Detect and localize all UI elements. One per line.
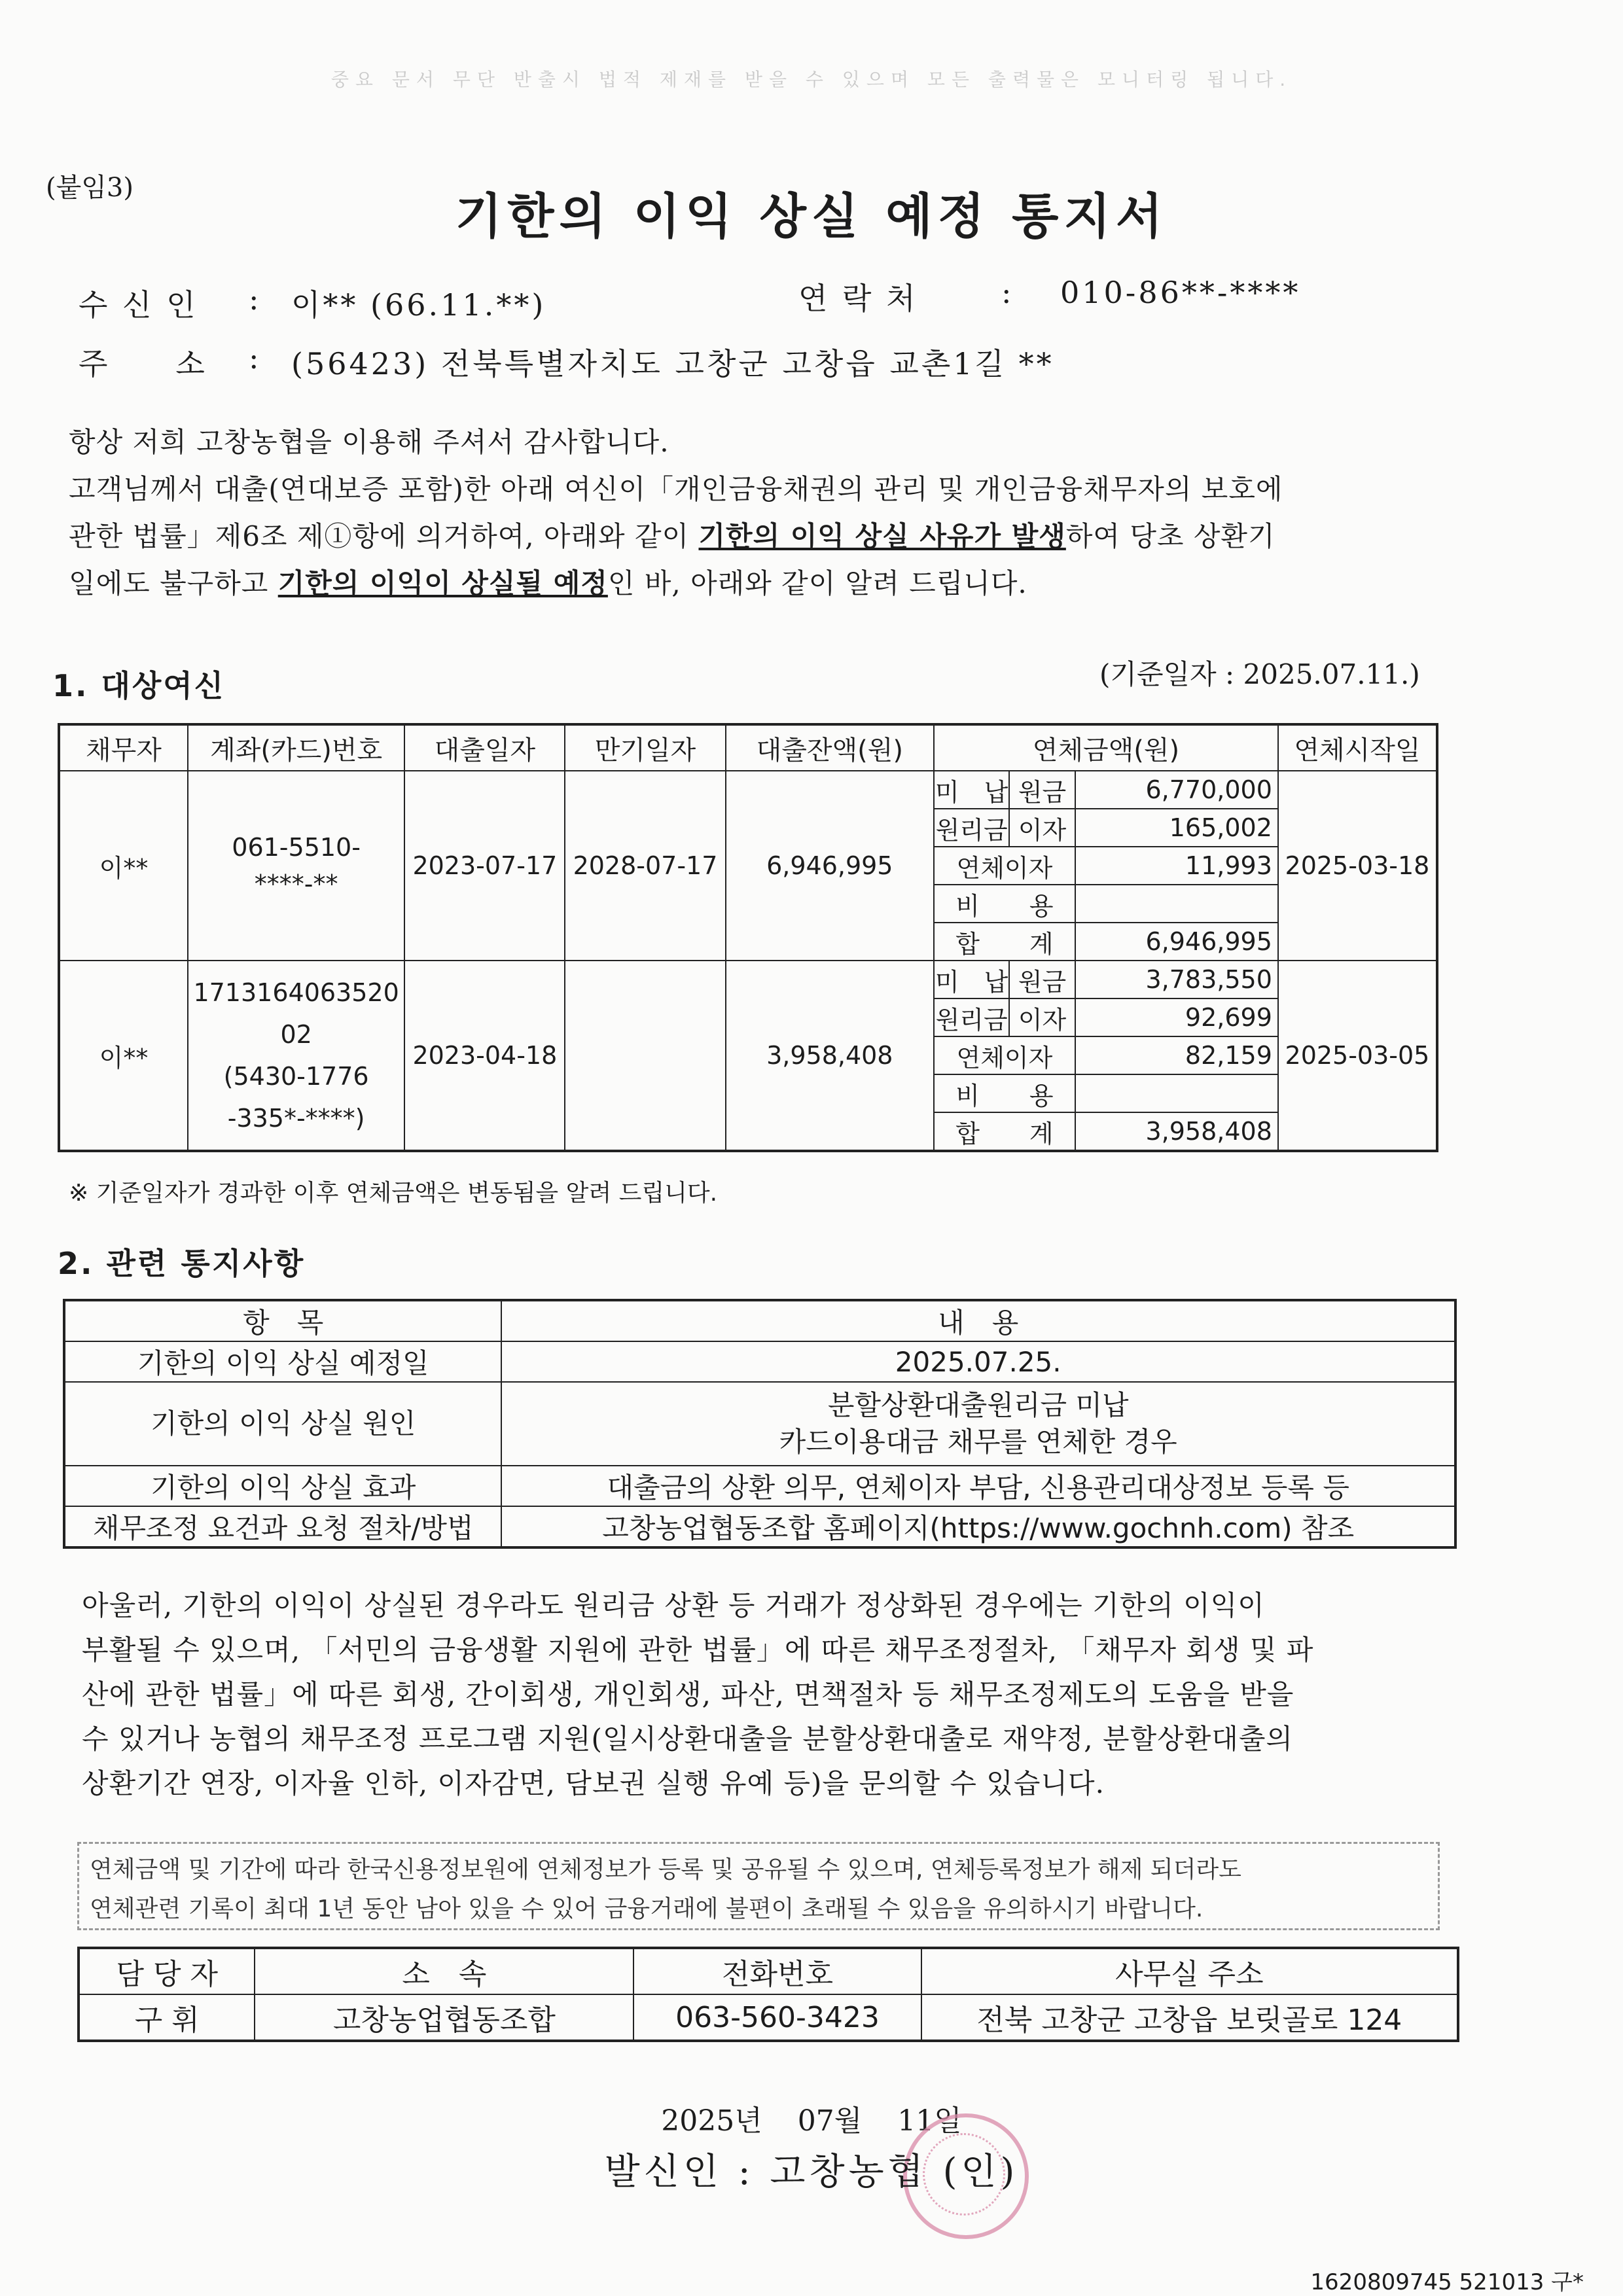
table-row — [59, 961, 1437, 998]
section1-title: 1. 대상여신 — [52, 668, 226, 703]
notice-content: 2025.07.25. — [501, 1341, 1455, 1382]
notice-item: 기한의 이익 상실 예정일 — [64, 1341, 501, 1382]
maturity-cell: 2028-07-17 — [565, 771, 725, 961]
header-debtor: 채무자 — [59, 724, 188, 771]
closing-paragraph — [82, 1583, 1463, 1806]
balance-cell: 3,958,408 — [726, 961, 934, 1151]
recipient-value: 이** (66.11.**) — [291, 287, 546, 323]
intro-paragraph — [69, 419, 1456, 607]
intro-line-3: 관한 법률」제6조 제①항에 의거하여, 아래와 같이 기한의 이익 상실 사유가 발생하여 당초 상환기 — [69, 520, 1275, 552]
loan-date-cell: 2023-07-17 — [404, 771, 565, 961]
credit-info-notice-box — [77, 1842, 1440, 1930]
address-value: (56423) 전북특별자치도 고창군 고창읍 교촌1길 ** — [291, 346, 1054, 381]
total-value: 3,958,408 — [1075, 1112, 1278, 1151]
table-row — [64, 1341, 1455, 1382]
overdue-interest-value: 11,993 — [1075, 847, 1278, 885]
header-overdue-start: 연체시작일 — [1278, 724, 1437, 771]
principal-value: 6,770,000 — [1075, 771, 1278, 809]
account-cell: 1713164063520 02 (5430-1776 -335*-****) — [188, 961, 404, 1151]
contact-person: 구 휘 — [79, 1994, 255, 2041]
table-row — [64, 1382, 1455, 1466]
notice-items-table — [63, 1299, 1457, 1549]
cost-value — [1075, 885, 1278, 923]
header-dept: 소 속 — [255, 1948, 633, 1994]
maturity-cell — [565, 961, 725, 1151]
contact-address: 전북 고창군 고창읍 보릿골로 124 — [921, 1994, 1458, 2041]
watermark-notice: 중요 문서 무단 반출시 법적 제재를 받을 수 있으며 모든 출력물은 모니터링 됩니다. — [330, 69, 1293, 90]
header-person: 담 당 자 — [79, 1948, 255, 1994]
total-value: 6,946,995 — [1075, 923, 1278, 961]
recipient-label: 수 신 인 — [79, 287, 198, 323]
date-day: 11일 — [897, 2104, 962, 2138]
cost-value — [1075, 1074, 1278, 1112]
intro-line-4: 일에도 불구하고 기한의 이익이 상실될 예정인 바, 아래와 같이 알려 드립니다. — [69, 567, 1027, 599]
closing-line-2: 부활될 수 있으며, 「서민의 금융생활 지원에 관한 법률」에 따른 채무조정절차, 「채무자 회생 및 파 — [82, 1634, 1314, 1666]
contact-table — [77, 1947, 1459, 2042]
header-item: 항 목 — [64, 1300, 501, 1341]
intro-line-2: 고객님께서 대출(연대보증 포함)한 아래 여신이「개인금융채권의 관리 및 개인금융채무자의 보호에 — [69, 473, 1283, 505]
table-row — [64, 1506, 1455, 1547]
header-address: 사무실 주소 — [921, 1948, 1458, 1994]
table-header-row — [59, 724, 1437, 771]
closing-line-1: 아울러, 기한의 이익이 상실된 경우라도 원리금 상환 등 거래가 정상화된 경우에는 기한의 이익이 — [82, 1589, 1265, 1621]
contact-phone: 063-560-3423 — [633, 1994, 921, 2041]
table-row — [59, 771, 1437, 809]
principal-interest-label: 원리금 — [934, 998, 1009, 1036]
principal-label: 원금 — [1009, 771, 1075, 809]
notice-content: 대출금의 상환 의무, 연체이자 부담, 신용관리대상정보 등록 등 — [501, 1466, 1455, 1506]
notice-box-line-2: 연체관련 기록이 최대 1년 동안 남아 있을 수 있어 금융거래에 불편이 초래될 수 있음을 유의하시기 바랍니다. — [90, 1896, 1204, 1922]
document-number: 1620809745 521013 구* — [1310, 2269, 1584, 2295]
principal-label: 원금 — [1009, 961, 1075, 998]
issue-date — [0, 2097, 1623, 2139]
header-account: 계좌(카드)번호 — [188, 724, 404, 771]
document-title: 기한의 이익 상실 예정 통지서 — [455, 188, 1168, 245]
recipient-sep: : — [249, 281, 262, 317]
overdue-start-cell: 2025-03-18 — [1278, 771, 1437, 961]
table-row — [79, 1994, 1458, 2041]
account-cell: 061-5510- ****-** — [188, 771, 404, 961]
base-date: (기준일자 : 2025.07.11.) — [1099, 658, 1420, 690]
contact-dept: 고창농업협동조합 — [255, 1994, 633, 2041]
closing-line-4: 수 있거나 농협의 채무조정 프로그램 지원(일시상환대출을 분할상환대출로 재약정, 분할상환대출의 — [82, 1723, 1293, 1755]
section2-title: 2. 관련 통지사항 — [58, 1246, 306, 1281]
notice-item: 기한의 이익 상실 효과 — [64, 1466, 501, 1506]
address-label: 주 소 — [79, 346, 207, 381]
emphasis-expected: 기한의 이익이 상실될 예정 — [277, 567, 608, 599]
notice-item: 채무조정 요건과 요청 절차/방법 — [64, 1506, 501, 1547]
overdue-interest-label: 연체이자 — [934, 1036, 1075, 1074]
balance-cell: 6,946,995 — [726, 771, 934, 961]
debtor-cell: 이** — [59, 961, 188, 1151]
overdue-note: ※ 기준일자가 경과한 이후 연체금액은 변동됨을 알려 드립니다. — [69, 1180, 718, 1207]
address-sep: : — [249, 340, 262, 376]
attachment-label: (붙임3) — [46, 173, 134, 203]
principal-value: 3,783,550 — [1075, 961, 1278, 998]
header-balance: 대출잔액(원) — [726, 724, 934, 771]
notice-box-line-1: 연체금액 및 기간에 따라 한국신용정보원에 연체정보가 등록 및 공유될 수 있으며, 연체등록정보가 해제 되더라도 — [90, 1856, 1241, 1883]
contact-value: 010-86**-**** — [1060, 275, 1301, 310]
notice-item: 기한의 이익 상실 원인 — [64, 1382, 501, 1466]
header-content: 내 용 — [501, 1300, 1455, 1341]
table-header-row — [79, 1948, 1458, 1994]
date-month: 07월 — [797, 2104, 863, 2138]
debtor-cell: 이** — [59, 771, 188, 961]
table-header-row — [64, 1300, 1455, 1341]
target-loans-table — [58, 723, 1438, 1152]
total-label: 합 계 — [934, 923, 1075, 961]
contact-sep: : — [1001, 275, 1014, 310]
interest-label: 이자 — [1009, 809, 1075, 847]
intro-line-1: 항상 저희 고창농협을 이용해 주셔서 감사합니다. — [69, 426, 669, 458]
overdue-interest-value: 82,159 — [1075, 1036, 1278, 1074]
sender-line: 발신인 : 고창농협 (인) — [604, 2151, 1019, 2193]
overdue-interest-label: 연체이자 — [934, 847, 1075, 885]
total-label: 합 계 — [934, 1112, 1075, 1151]
table-row — [64, 1466, 1455, 1506]
unpaid-label: 미 납 — [934, 961, 1009, 998]
interest-value: 92,699 — [1075, 998, 1278, 1036]
principal-interest-label: 원리금 — [934, 809, 1009, 847]
notice-content: 고창농업협동조합 홈페이지(https://www.gochnh.com) 참조 — [501, 1506, 1455, 1547]
overdue-start-cell: 2025-03-05 — [1278, 961, 1437, 1151]
notice-content: 분할상환대출원리금 미납 카드이용대금 채무를 연체한 경우 — [501, 1382, 1455, 1466]
emphasis-cause: 기한의 이익 상실 사유가 발생 — [698, 520, 1066, 552]
closing-line-3: 산에 관한 법률」에 따른 회생, 간이회생, 개인회생, 파산, 면책절차 등 채무조정제도의 도움을 받을 — [82, 1678, 1294, 1710]
cost-label: 비 용 — [934, 885, 1075, 923]
interest-value: 165,002 — [1075, 809, 1278, 847]
header-phone: 전화번호 — [633, 1948, 921, 1994]
interest-label: 이자 — [1009, 998, 1075, 1036]
cost-label: 비 용 — [934, 1074, 1075, 1112]
header-maturity: 만기일자 — [565, 724, 725, 771]
header-loan-date: 대출일자 — [404, 724, 565, 771]
header-overdue: 연체금액(원) — [934, 724, 1278, 771]
closing-line-5: 상환기간 연장, 이자율 인하, 이자감면, 담보권 실행 유예 등)을 문의할 수 있습니다. — [82, 1767, 1105, 1799]
loan-date-cell: 2023-04-18 — [404, 961, 565, 1151]
unpaid-label: 미 납 — [934, 771, 1009, 809]
date-year: 2025년 — [661, 2104, 762, 2138]
contact-label: 연 락 처 — [798, 281, 918, 316]
